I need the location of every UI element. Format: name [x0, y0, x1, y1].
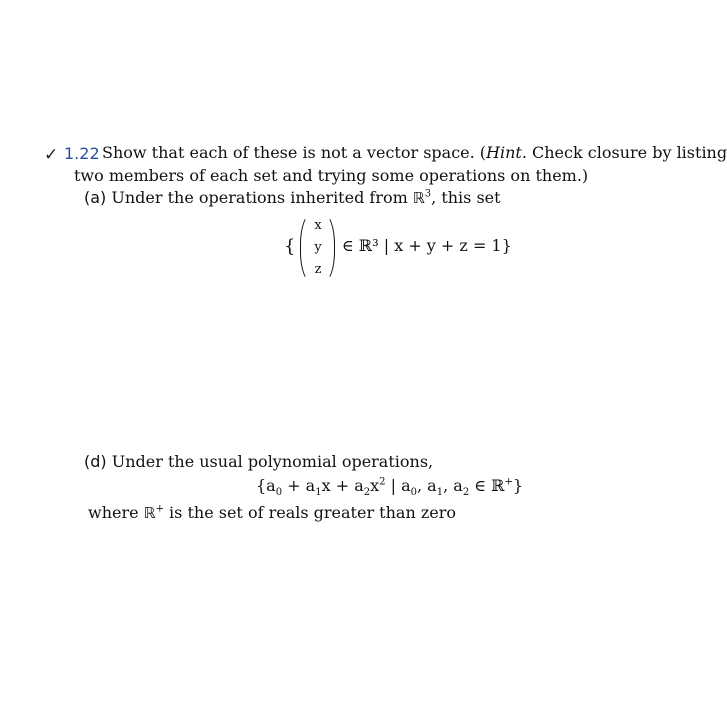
vector-entry-z: z	[314, 262, 322, 277]
superscript: 2	[379, 476, 386, 488]
exercise-intro-line-1	[102, 143, 727, 163]
checkmark-icon: ✓	[44, 145, 59, 165]
subscript: 1	[315, 487, 322, 499]
expr-piece: , a	[443, 476, 463, 495]
intro-text-rest: Check closure by listing	[526, 143, 727, 162]
superscript: +	[155, 503, 164, 515]
part-a-text-end: , this set	[431, 188, 501, 207]
part-a-statement	[84, 188, 501, 208]
expr-piece: , a	[417, 476, 437, 495]
set-condition: ∈ ℝ³ | x + y + z = 1}	[342, 236, 512, 255]
expr-piece: | a	[385, 476, 411, 495]
where-text: where	[88, 503, 144, 522]
part-d-statement	[84, 452, 433, 472]
expr-piece: {a	[256, 476, 276, 495]
vector-entry-x: x	[314, 218, 322, 233]
right-paren	[324, 214, 335, 282]
intro-text: Show that each of these is not a vector space. (	[102, 143, 487, 162]
where-text-rest: is the set of reals greater than zero	[163, 503, 457, 522]
part-a-text: Under the operations inherited from	[106, 188, 413, 207]
part-d-text: Under the usual polynomial operations,	[106, 452, 434, 471]
part-d-set-display	[256, 476, 524, 499]
superscript: +	[504, 476, 513, 488]
subscript: 0	[275, 487, 283, 499]
part-a-label: (a)	[84, 188, 107, 207]
expr-piece: x + a	[321, 476, 364, 495]
vector-entry-y: y	[314, 240, 322, 255]
part-d-where-clause	[88, 503, 456, 523]
subscript: 0	[410, 487, 417, 499]
column-vector	[311, 215, 325, 281]
subscript: 2	[462, 487, 470, 499]
set-open-brace: {	[284, 236, 296, 257]
expr-piece: ∈ ℝ	[469, 476, 505, 495]
expr-piece: x	[370, 476, 380, 495]
exercise-intro-line-2: two members of each set and trying some operations on them.)	[74, 166, 589, 185]
expr-piece: }	[512, 476, 524, 495]
subscript: 2	[363, 487, 371, 499]
exercise-number: 1.22	[64, 144, 100, 163]
hint-word: Hint.	[486, 143, 527, 162]
left-paren	[300, 214, 311, 282]
subscript: 1	[436, 487, 444, 499]
real-space-symbol: ℝ	[412, 189, 425, 207]
real-space-symbol: ℝ	[143, 504, 156, 522]
expr-piece: + a	[282, 476, 316, 495]
real-space-exponent: 3	[424, 188, 432, 200]
part-d-label: (d)	[84, 452, 107, 471]
